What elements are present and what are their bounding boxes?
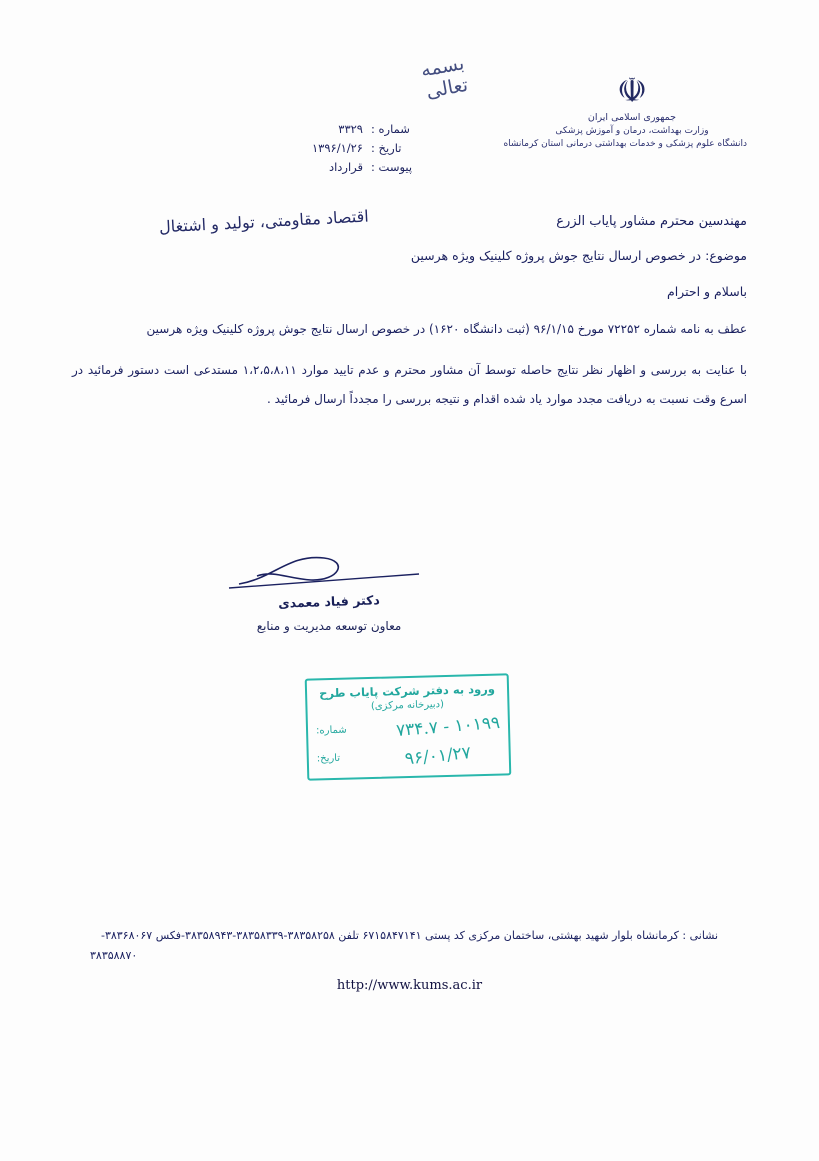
year-slogan: اقتصاد مقاومتی، تولید و اشتغال [158,206,370,237]
stamp-subtitle: (دبیرخانه مرکزی) [370,699,445,712]
handwritten-signature-icon [219,548,439,594]
stamp-title: ورود به دفتر شرکت پایاب طرح [318,681,496,701]
stamp-number-row [315,712,501,742]
stamp-number-value: ۱۰۱۹۹ - ۷۳۴.۷ [395,712,501,742]
registration-stamp [305,673,512,780]
document-footer [72,926,747,993]
subject-line: موضوع: در خصوص ارسال نتایج جوش پروژه کلینیک ویژه هرسین [410,248,747,263]
meta-row-date [279,139,419,158]
footer-address-continued: ۳۸۳۵۸۸۷۰ [90,949,138,962]
signature-block [219,548,439,633]
greeting-line: باسلام و احترام [666,284,747,299]
meta-row-number [279,120,419,139]
signatory-title: معاون توسعه مدیریت و منابع [256,619,402,633]
date-label: تاریخ : [371,141,402,155]
attachment-value: قرارداد [328,160,363,174]
letterhead-line-3: دانشگاه علوم پزشکی و خدمات بهداشتی درمانی استان کرمانشاه [503,139,747,149]
letterhead-line-1: جمهوری اسلامی ایران [587,112,677,123]
letterhead-line-2: وزارت بهداشت، درمان و آموزش پزشکی [555,126,709,136]
number-label: شماره : [371,122,410,136]
body-paragraph: با عنایت به بررسی و اظهار نظر نتایج حاصله توسط آن مشاور محترم و عدم تایید موارد ۱،۲،۵،۸،۱۱ مستدعی است دستور فرمائید در اسرع وقت نسبت به دریافت مجدد موارد یاد شده اقدام و نتیجه بررسی را مجدداً ارسال فرمائید . [72,363,747,406]
signatory-name: دکتر فیاد معمدی [278,592,380,611]
letterhead [503,71,747,149]
stamp-date-row [317,743,502,770]
recipient-line: مهندسین محترم مشاور پایاب الزرع [556,214,747,229]
document-meta [279,120,419,177]
stamp-date-value: ۹۶/۰۱/۲۷ [403,743,472,770]
bismillah-note: بسمه تعالی [419,52,470,103]
date-value: ۱۳۹۶/۱/۲۶ [312,141,363,155]
attachment-label: پیوست : [371,160,413,174]
number-value: ۳۳۲۹ [338,122,363,136]
iran-emblem-icon: ☫ [616,71,648,111]
footer-website-url[interactable]: http://www.kums.ac.ir [336,978,483,993]
footer-address: نشانی : کرمانشاه بلوار شهید بهشتی، ساختمان مرکزی کد پستی ۶۷۱۵۸۴۷۱۴۱ تلفن ۳۸۳۵۸۲۵۸-۳۸۳۵۸۳۳۹-۳۸۳۵۸۹۴۳-فکس ۳۸۳۶۸۰۶۷- [100,929,719,942]
reference-line: عطف به نامه شماره ۷۲۲۵۲ مورخ ۹۶/۱/۱۵ (ثبت دانشگاه ۱۶۲۰) در خصوص ارسال نتایج جوش پروژه کلینیک ویژه هرسین [146,322,747,336]
meta-row-attachment [279,158,419,177]
stamp-number-label: شماره: [315,724,347,736]
stamp-date-label: تاریخ: [316,752,341,764]
